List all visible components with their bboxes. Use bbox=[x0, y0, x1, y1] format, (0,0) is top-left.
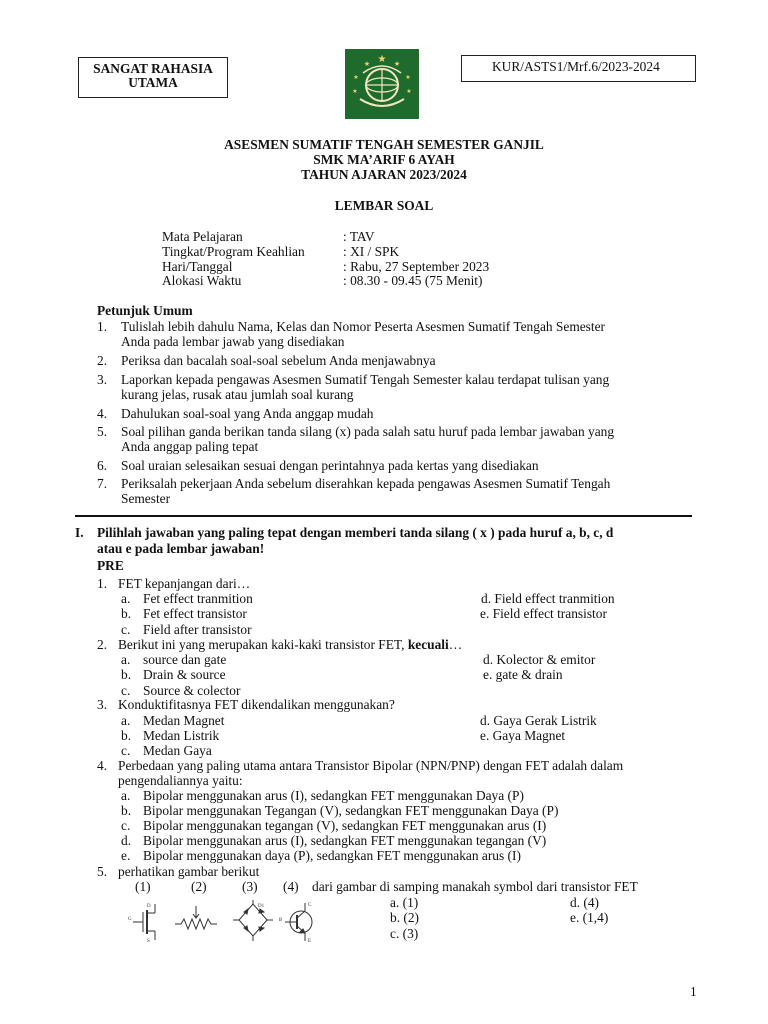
instruction-text: Laporkan kepada pengawas Asesmen Sumatif Tengah Semester kalau terdapat tulisan yang bbox=[121, 372, 610, 387]
option-e: Bipolar menggunakan daya (P), sedangkan FET menggunakan arus (I) bbox=[143, 848, 521, 863]
option-c: Source & colector bbox=[143, 683, 241, 698]
instruction-number: 6. bbox=[97, 458, 108, 473]
option-letter: d. bbox=[121, 833, 132, 848]
option-b: Fet effect transistor bbox=[143, 606, 247, 621]
instruction-number: 5. bbox=[97, 424, 108, 439]
option-letter: c. bbox=[121, 743, 131, 758]
question-text-main: Berikut ini yang merupakan kaki-kaki transistor FET, bbox=[118, 637, 405, 652]
symbol-1-fet-icon bbox=[128, 904, 155, 944]
question-text: FET kepanjangan dari… bbox=[118, 576, 251, 591]
option-b: Bipolar menggunakan Tegangan (V), sedangkan FET menggunakan Daya (P) bbox=[143, 803, 559, 818]
svg-text:★: ★ bbox=[352, 89, 358, 95]
option-c: Field after transistor bbox=[143, 622, 252, 637]
question-text: perhatikan gambar berikut bbox=[118, 864, 260, 879]
option-e: e. Gaya Magnet bbox=[480, 728, 566, 743]
question-text-emphasis: kecuali bbox=[407, 637, 449, 652]
option-c: c. (3) bbox=[390, 926, 419, 941]
instruction-number: 2. bbox=[97, 353, 108, 368]
sheet-title: LEMBAR SOAL bbox=[334, 198, 434, 213]
option-e: e. gate & drain bbox=[483, 667, 563, 682]
option-letter: c. bbox=[121, 622, 131, 637]
svg-text:★: ★ bbox=[406, 89, 412, 95]
option-letter: a. bbox=[121, 713, 131, 728]
option-a: Medan Magnet bbox=[143, 713, 225, 728]
option-e: e. (1,4) bbox=[570, 910, 609, 925]
option-letter: e. bbox=[121, 848, 131, 863]
question-text: Perbedaan yang paling utama antara Transistor Bipolar (NPN/PNP) dengan FET adalah dalam bbox=[118, 758, 624, 773]
question-number: 2. bbox=[97, 637, 108, 652]
svg-text:★: ★ bbox=[393, 60, 401, 68]
instruction-text: Dahulukan soal-soal yang Anda anggap mudah bbox=[121, 406, 374, 421]
school-name: SMK MA’ARIF 6 AYAH bbox=[313, 152, 455, 167]
secrecy-line-2: UTAMA bbox=[128, 75, 178, 90]
section-instruction: atau e pada lembar jawaban! bbox=[97, 541, 265, 556]
symbol-4-bjt-icon bbox=[279, 903, 312, 944]
option-b: Medan Listrik bbox=[143, 728, 220, 743]
option-letter: a. bbox=[121, 788, 131, 803]
figure-number: (2) bbox=[191, 879, 207, 894]
option-letter: c. bbox=[121, 818, 131, 833]
symbol-label: C bbox=[308, 903, 312, 908]
symbol-label: G bbox=[128, 917, 132, 922]
symbol-label: S bbox=[147, 939, 150, 944]
instruction-text: Anda anggap paling tepat bbox=[121, 439, 259, 454]
section-divider bbox=[75, 515, 692, 517]
svg-text:★: ★ bbox=[377, 54, 387, 65]
question-number: 1. bbox=[97, 576, 108, 591]
circuit-symbols-figure bbox=[125, 898, 325, 944]
option-a: Bipolar menggunakan arus (I), sedangkan FET menggunakan Daya (P) bbox=[143, 788, 524, 803]
section-label: PRE bbox=[97, 558, 124, 573]
option-d: d. (4) bbox=[570, 895, 600, 910]
option-letter: b. bbox=[121, 728, 132, 743]
instruction-number: 3. bbox=[97, 372, 108, 387]
instruction-text: Semester bbox=[121, 491, 171, 506]
info-value-duration: : 08.30 - 09.45 (75 Menit) bbox=[343, 273, 483, 288]
instruction-text: Tulislah lebih dahulu Nama, Kelas dan Nomor Peserta Asesmen Sumatif Tengah Semester bbox=[121, 319, 606, 334]
instruction-number: 4. bbox=[97, 406, 108, 421]
option-d: d. Kolector & emitor bbox=[483, 652, 596, 667]
exam-title: ASESMEN SUMATIF TENGAH SEMESTER GANJIL bbox=[224, 137, 544, 152]
question-ask: dari gambar di samping manakah symbol dari transistor FET bbox=[312, 879, 638, 894]
school-logo bbox=[345, 49, 419, 119]
symbol-label: D1 bbox=[258, 904, 265, 909]
option-b: Drain & source bbox=[143, 667, 226, 682]
question-text: pengendaliannya yaitu: bbox=[118, 773, 243, 788]
svg-text:★: ★ bbox=[363, 60, 371, 68]
option-letter: b. bbox=[121, 667, 132, 682]
info-label-level: Tingkat/Program Keahlian bbox=[162, 244, 305, 259]
option-b: b. (2) bbox=[390, 910, 420, 925]
instruction-text: kurang jelas, rusak atau jumlah soal kurang bbox=[121, 387, 354, 402]
question-number: 5. bbox=[97, 864, 108, 879]
question-text: Konduktifitasnya FET dikendalikan menggunakan? bbox=[118, 697, 395, 712]
academic-year: TAHUN AJARAN 2023/2024 bbox=[301, 167, 467, 182]
instructions-heading: Petunjuk Umum bbox=[97, 303, 193, 318]
option-letter: a. bbox=[121, 652, 131, 667]
option-letter: b. bbox=[121, 803, 132, 818]
instruction-text: Periksa dan bacalah soal-soal sebelum Anda menjawabnya bbox=[121, 353, 436, 368]
option-a: source dan gate bbox=[143, 652, 227, 667]
instruction-number: 7. bbox=[97, 476, 108, 491]
svg-text:★: ★ bbox=[353, 75, 359, 81]
option-letter: c. bbox=[121, 683, 131, 698]
option-d: d. Field effect tranmition bbox=[481, 591, 615, 606]
info-value-subject: : TAV bbox=[343, 229, 375, 244]
option-a: Fet effect tranmition bbox=[143, 591, 253, 606]
page-number: 1 bbox=[690, 984, 697, 999]
option-letter: b. bbox=[121, 606, 132, 621]
question-text bbox=[118, 637, 462, 652]
svg-text:★: ★ bbox=[405, 75, 411, 81]
option-d: d. Gaya Gerak Listrik bbox=[480, 713, 597, 728]
instruction-text: Soal uraian selesaikan sesuai dengan perintahnya pada kertas yang disediakan bbox=[121, 458, 539, 473]
symbol-label: B bbox=[279, 918, 283, 923]
option-c: Bipolar menggunakan tegangan (V), sedangkan FET menggunakan arus (I) bbox=[143, 818, 547, 833]
instruction-text: Periksalah pekerjaan Anda sebelum diserahkan kepada pengawas Asesmen Sumatif Tengah bbox=[121, 476, 611, 491]
document-code: KUR/ASTS1/Mrf.6/2023-2024 bbox=[492, 59, 660, 74]
info-label-date: Hari/Tanggal bbox=[162, 259, 233, 274]
figure-number: (3) bbox=[242, 879, 258, 894]
question-text-tail: … bbox=[448, 637, 463, 652]
instruction-text: Anda pada lembar jawab yang disediakan bbox=[121, 334, 345, 349]
info-value-level: : XI / SPK bbox=[343, 244, 400, 259]
option-a: a. (1) bbox=[390, 895, 419, 910]
info-label-duration: Alokasi Waktu bbox=[162, 273, 242, 288]
option-c: Medan Gaya bbox=[143, 743, 212, 758]
question-number: 4. bbox=[97, 758, 108, 773]
document-code-box bbox=[461, 55, 696, 82]
info-label-subject: Mata Pelajaran bbox=[162, 229, 243, 244]
secrecy-box bbox=[78, 57, 228, 98]
instruction-text: Soal pilihan ganda berikan tanda silang (x) pada salah satu huruf pada lembar jawaban yang bbox=[121, 424, 615, 439]
instruction-number: 1. bbox=[97, 319, 108, 334]
symbol-label: D bbox=[147, 904, 151, 909]
symbol-label: E bbox=[308, 939, 312, 944]
figure-number: (1) bbox=[135, 879, 151, 894]
figure-number: (4) bbox=[283, 879, 299, 894]
secrecy-line-1: SANGAT RAHASIA bbox=[93, 61, 213, 76]
option-e: e. Field effect transistor bbox=[480, 606, 607, 621]
section-instruction: Pilihlah jawaban yang paling tepat dengan memberi tanda silang ( x ) pada huruf a, b, c, d bbox=[97, 525, 614, 540]
question-number: 3. bbox=[97, 697, 108, 712]
info-value-date: : Rabu, 27 September 2023 bbox=[343, 259, 490, 274]
symbol-3-diode-bridge-icon bbox=[233, 900, 273, 941]
section-number: I. bbox=[75, 525, 84, 540]
symbol-2-potentiometer-icon bbox=[175, 906, 217, 929]
option-d: Bipolar menggunakan arus (I), sedangkan FET menggunakan tegangan (V) bbox=[143, 833, 547, 848]
option-letter: a. bbox=[121, 591, 131, 606]
